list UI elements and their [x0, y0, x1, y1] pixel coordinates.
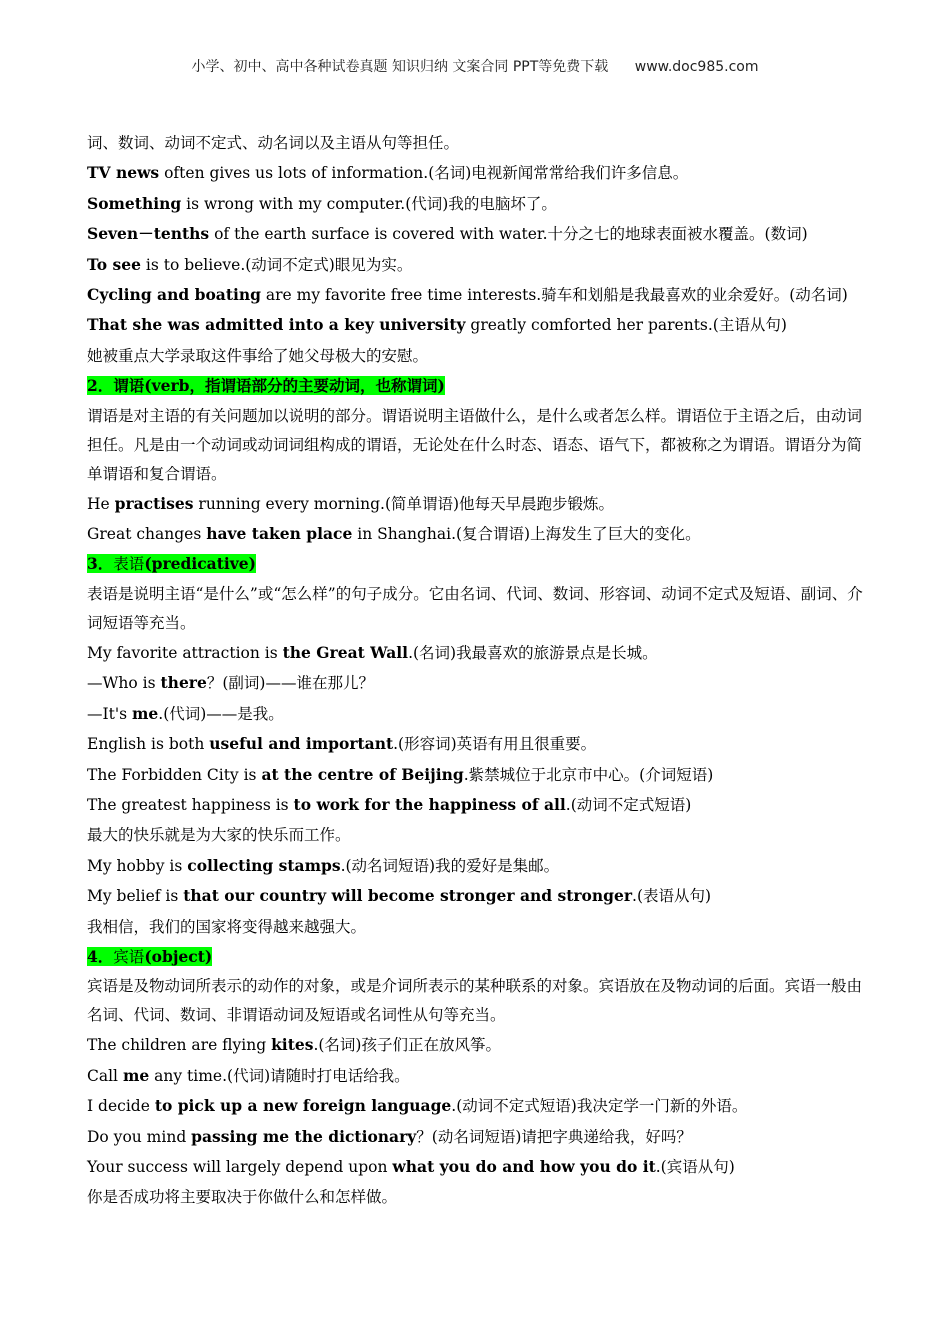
text-segment: 表语: [113, 555, 145, 574]
bold-text: practises: [114, 493, 194, 513]
section-heading: [87, 942, 867, 972]
bold-text: To see: [87, 254, 141, 274]
text-line: [87, 912, 867, 942]
text-segment: —It's: [87, 704, 132, 723]
text-line: [87, 189, 867, 219]
bold-text: (object): [144, 946, 213, 966]
text-segment: The children are flying: [87, 1036, 272, 1055]
highlighted-heading: [87, 947, 212, 966]
bold-text: Seven－tenths: [87, 224, 210, 244]
text-line: [87, 881, 867, 911]
text-segment: ？(动名词短语)请把字典递给我，好吗？: [416, 1127, 692, 1146]
bold-text: Something: [87, 193, 182, 213]
bold-text: me: [132, 703, 159, 723]
text-line: [87, 1061, 867, 1091]
text-segment: The greatest happiness is: [87, 795, 294, 814]
bold-text: there: [160, 673, 207, 693]
text-segment: of the earth surface is covered with water.十分之七的地球表面被水覆盖。(数词): [209, 225, 808, 244]
bold-text: at the centre of Beijing: [261, 764, 464, 784]
text-segment: greatly comforted her parents.(主语从句): [465, 316, 787, 335]
text-segment: —Who is: [87, 674, 161, 693]
text-segment: running every morning.(简单谓语)他每天早晨跑步锻炼。: [193, 494, 615, 513]
text-line: [87, 1122, 867, 1152]
text-line: [87, 519, 867, 549]
text-segment: .(代词)——是我。: [158, 704, 284, 723]
text-line: [87, 820, 867, 850]
bold-text: what you do and how you do it: [392, 1156, 656, 1176]
bold-text: useful and important: [209, 734, 394, 754]
text-segment: 表语是说明主语“是什么”或“怎么样”的句子成分。它由名词、代词、数词、形容词、动词不定式及短语、副词、介词短语等充当。: [87, 584, 863, 632]
text-segment: 你是否成功将主要取决于你做什么和怎样做。: [87, 1188, 398, 1207]
bold-text: Cycling and boating: [87, 285, 261, 305]
text-line: [87, 972, 867, 1030]
text-line: [87, 280, 867, 310]
header-title: 小学、初中、高中各种试卷真题 知识归纳 文案合同 PPT等免费下载: [191, 59, 609, 75]
text-line: [87, 402, 867, 489]
text-line: [87, 760, 867, 790]
text-line: [87, 638, 867, 668]
text-line: [87, 668, 867, 698]
text-segment: any time.(代词)请随时打电话给我。: [149, 1066, 410, 1085]
text-segment: He: [87, 494, 115, 513]
bold-text: kites: [271, 1035, 314, 1055]
text-line: [87, 1182, 867, 1212]
section-heading: [87, 549, 867, 579]
text-segment: .(动名词短语)我的爱好是集邮。: [340, 856, 560, 875]
text-segment: My belief is: [87, 887, 184, 906]
highlighted-heading: [87, 554, 256, 573]
text-segment: English is both: [87, 735, 210, 754]
text-segment: .(动词不定式短语)我决定学一门新的外语。: [451, 1097, 748, 1116]
text-segment: is wrong with my computer.(代词)我的电脑坏了。: [181, 194, 557, 213]
text-segment: Great changes: [87, 525, 207, 544]
bold-text: me: [122, 1065, 150, 1085]
text-line: [87, 1030, 867, 1060]
text-segment: is to believe.(动词不定式)眼见为实。: [140, 255, 413, 274]
bold-text: TV news: [87, 163, 160, 183]
bold-text: have taken place: [206, 524, 353, 544]
document-body: [87, 128, 867, 1213]
text-line: [87, 158, 867, 188]
bold-text: passing me the dictionary: [191, 1126, 417, 1146]
text-line: [87, 790, 867, 820]
text-segment: My hobby is: [87, 856, 188, 875]
text-segment: Do you mind: [87, 1127, 192, 1146]
text-segment: are my favorite free time interests.骑车和划船是我最喜欢的业余爱好。(动名词): [260, 286, 848, 305]
section-heading: [87, 371, 867, 401]
text-segment: .(动词不定式短语): [565, 795, 692, 814]
text-segment: Call: [87, 1066, 123, 1085]
text-segment: often gives us lots of information.(名词)电视新闻常常给我们许多信息。: [159, 164, 689, 183]
text-segment: in Shanghai.(复合谓语)上海发生了巨大的变化。: [352, 525, 701, 544]
text-segment: 宾语是及物动词所表示的动作的对象，或是介词所表示的某种联系的对象。宾语放在及物动词的后面。宾语一般由名词、代词、数词、非谓语动词及短语或名词性从句等充当。: [87, 977, 863, 1025]
text-segment: .(名词)我最喜欢的旅游景点是长城。: [408, 643, 658, 662]
bold-text: 4．: [87, 946, 114, 966]
text-segment: 词、数词、动词不定式、动名词以及主语从句等担任。: [87, 134, 460, 152]
bold-text: That she was admitted into a key university: [87, 315, 466, 335]
text-line: [87, 250, 867, 280]
page-header: [0, 56, 950, 76]
text-segment: 我相信，我们的国家将变得越来越强大。: [87, 917, 367, 936]
bold-text: that our country will become stronger and stronger: [183, 886, 633, 906]
text-line: [87, 1091, 867, 1121]
text-line: [87, 1152, 867, 1182]
text-line: [87, 489, 867, 519]
text-line: [87, 310, 867, 340]
text-segment: The Forbidden City is: [87, 765, 262, 784]
text-line: [87, 851, 867, 881]
text-segment: 谓语是对主语的有关问题加以说明的部分。谓语说明主语做什么，是什么或者怎么样。谓语位于主语之后，由动词担任。凡是由一个动词或动词词组构成的谓语，无论处在什么时态、语态、语气下，都被称之为谓语。谓语分为简单谓语和复合谓语。: [87, 406, 863, 483]
text-segment: .(形容词)英语有用且很重要。: [393, 735, 597, 754]
bold-text: to work for the happiness of all: [293, 794, 566, 814]
bold-text: (predicative): [144, 554, 256, 574]
bold-text: 3．: [87, 554, 114, 574]
text-segment: .(名词)孩子们正在放风筝。: [313, 1036, 501, 1055]
text-line: [87, 128, 867, 158]
text-segment: .(宾语从句): [655, 1157, 735, 1176]
highlighted-heading: [87, 376, 445, 395]
bold-text: 2．谓语(verb，指谓语部分的主要动词，也称谓词): [87, 376, 445, 396]
text-line: [87, 219, 867, 249]
text-line: [87, 580, 867, 638]
bold-text: collecting stamps: [187, 855, 341, 875]
text-line: [87, 699, 867, 729]
text-line: [87, 341, 867, 371]
text-segment: 最大的快乐就是为大家的快乐而工作。: [87, 826, 351, 845]
text-segment: My favorite attraction is: [87, 643, 283, 662]
bold-text: to pick up a new foreign language: [154, 1096, 452, 1116]
text-segment: I decide: [87, 1097, 155, 1116]
header-site-url: www.doc985.com: [634, 59, 759, 75]
text-segment: 宾语: [113, 947, 145, 966]
bold-text: the Great Wall: [282, 642, 409, 662]
text-segment: .紫禁城位于北京市中心。(介词短语): [463, 765, 714, 784]
text-segment: Your success will largely depend upon: [87, 1157, 393, 1176]
text-line: [87, 729, 867, 759]
text-segment: ？(副词)——谁在那儿？: [206, 674, 374, 693]
text-segment: 她被重点大学录取这件事给了她父母极大的安慰。: [87, 346, 429, 365]
text-segment: .(表语从句): [632, 887, 712, 906]
